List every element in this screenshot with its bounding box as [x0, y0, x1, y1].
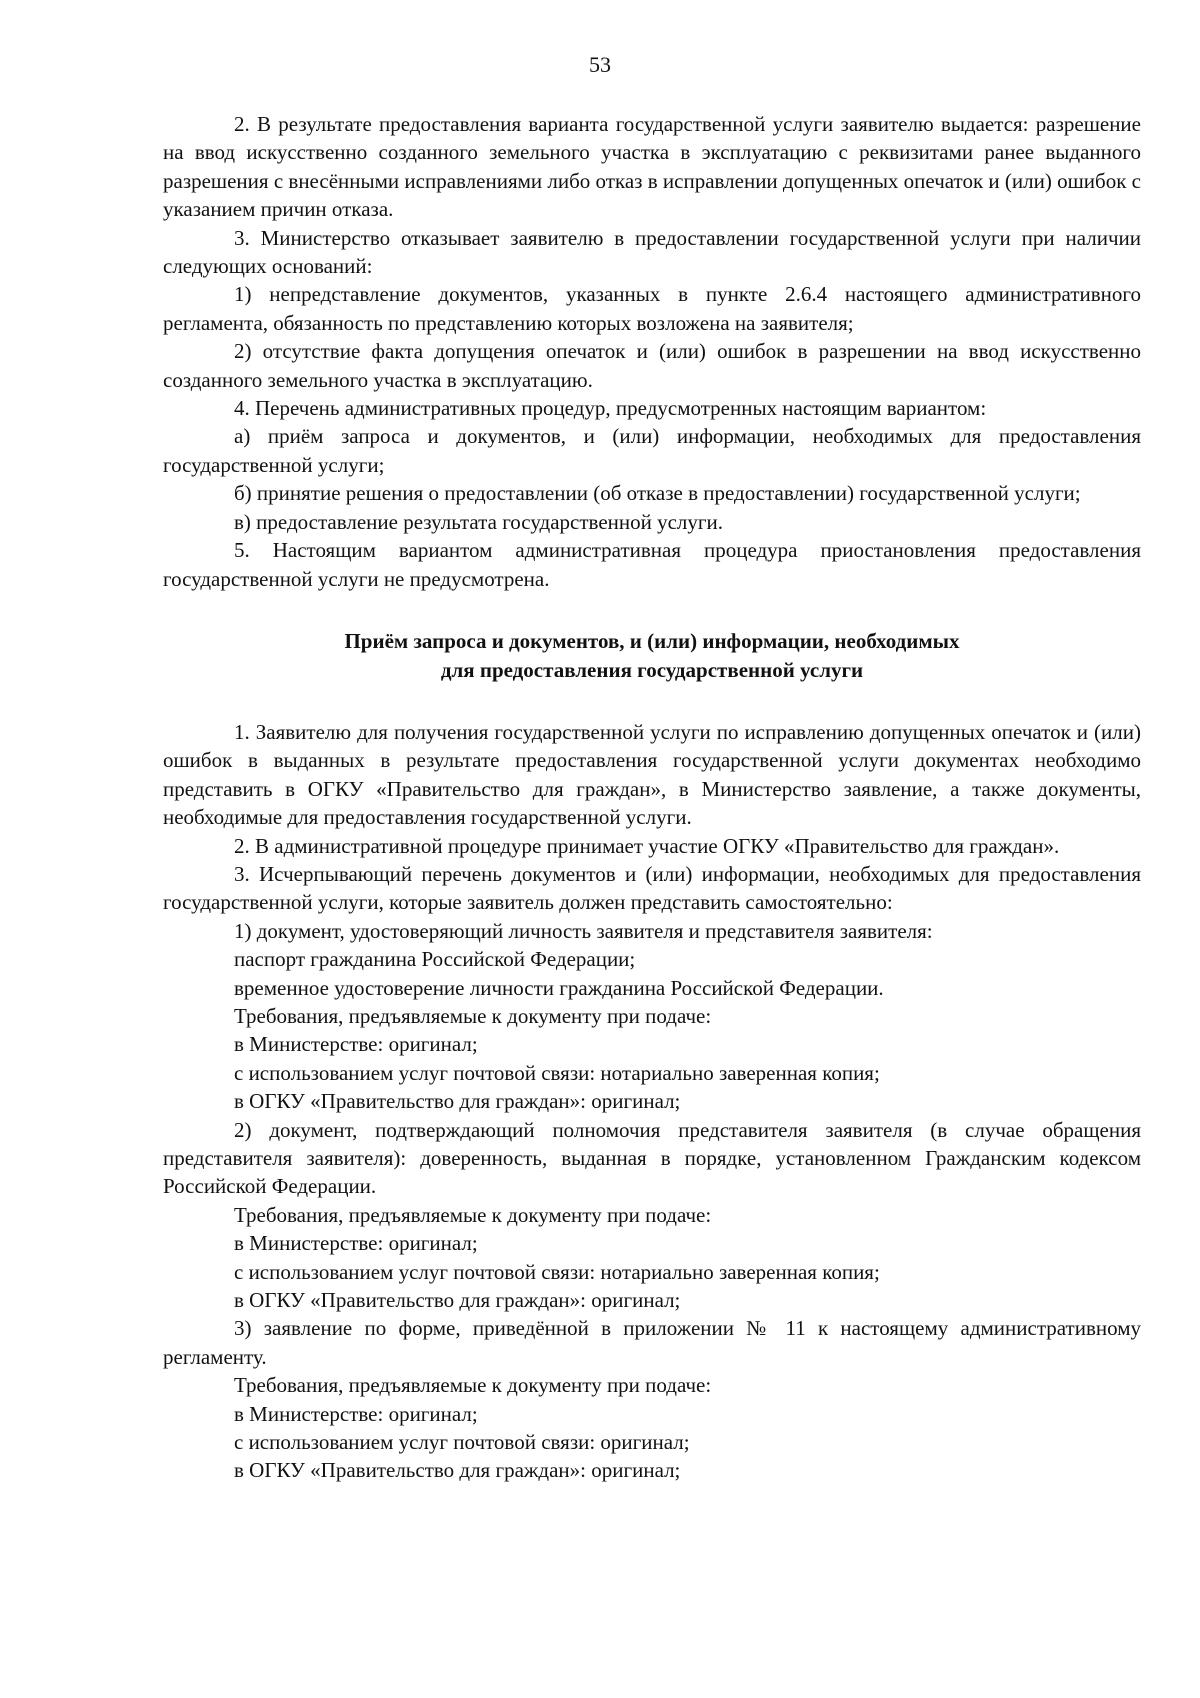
section-heading — [163, 627, 1141, 685]
list-item-passport: паспорт гражданина Российской Федерации; — [234, 947, 636, 972]
requirement-postal: с использованием услуг почтовой связи: нотариально заверенная копия; — [234, 1060, 880, 1085]
paragraph-application: 1. Заявителю для получения государственной услуги по исправлению допущенных опечаток и (или) ошибок в выданных в результате предоставления государственной услуги документах необходимо представить в ОГКУ «Правительство для граждан», в Министерство заявление, а также документы, необходимые для предоставления государственной услуги. — [163, 719, 1141, 830]
page-number: 53 — [589, 52, 611, 77]
paragraph-participation: 2. В административной процедуре принимает участие ОГКУ «Правительство для граждан». — [234, 833, 1060, 858]
list-item-procedure-a: а) приём запроса и документов, и (или) информации, необходимых для предоставления государственной услуги; — [163, 424, 1141, 477]
list-item-ground-2: 2) отсутствие факта допущения опечаток и (или) ошибок в разрешении на ввод искусственно созданного земельного участка в эксплуатацию. — [163, 339, 1141, 392]
list-item-procedure-c: в) предоставление результата государственной услуги. — [234, 509, 724, 534]
requirement-ministry: в Министерстве: оригинал; — [234, 1401, 478, 1426]
requirements-label: Требования, предъявляемые к документу при подаче: — [234, 1202, 712, 1227]
requirement-postal: с использованием услуг почтовой связи: нотариально заверенная копия; — [234, 1259, 880, 1284]
requirement-ogku: в ОГКУ «Правительство для граждан»: оригинал; — [234, 1458, 681, 1483]
requirement-ogku: в ОГКУ «Правительство для граждан»: оригинал; — [234, 1288, 681, 1313]
paragraph-document-list: 3. Исчерпывающий перечень документов и (или) информации, необходимых для предоставления государственной услуги, которые заявитель должен представить самостоятельно: — [163, 861, 1141, 915]
document-body — [163, 110, 1141, 1485]
list-item-ground-1: 1) непредставление документов, указанных в пункте 2.6.4 настоящего административного регламента, обязанность по представлению которых возложена на заявителя; — [163, 282, 1141, 335]
section-heading-line-2: для предоставления государственной услуги — [440, 657, 864, 682]
list-item-application-form: 3) заявление по форме, приведённой в приложении № 11 к настоящему административному регламенту. — [163, 1316, 1141, 1369]
paragraph-refusal-grounds: 3. Министерство отказывает заявителю в предоставлении государственной услуги при наличии следующих оснований: — [163, 225, 1141, 279]
paragraph-procedures: 4. Перечень административных процедур, предусмотренных настоящим вариантом: — [234, 396, 987, 421]
requirement-ogku: в ОГКУ «Правительство для граждан»: оригинал; — [234, 1089, 681, 1114]
list-item-identity-doc: 1) документ, удостоверяющий личность заявителя и представителя заявителя: — [234, 918, 933, 943]
list-item-procedure-b: б) принятие решения о предоставлении (об отказе в предоставлении) государственной услуги; — [234, 481, 1081, 506]
section-heading-line-1: Приём запроса и документов, и (или) информации, необходимых — [344, 628, 960, 653]
requirements-label: Требования, предъявляемые к документу при подаче: — [234, 1003, 712, 1028]
requirements-label: Требования, предъявляемые к документу при подаче: — [234, 1373, 712, 1398]
paragraph-result: 2. В результате предоставления варианта государственной услуги заявителю выдается: разрешение на ввод искусственно созданного земельного участка в эксплуатацию с реквизитами ранее выданного разрешения с внесёнными исправлениями либо отказ в исправлении допущенных опечаток и (или) ошибок с указанием причин отказа. — [163, 112, 1141, 222]
list-item-authority-doc: 2) документ, подтверждающий полномочия представителя заявителя (в случае обращения представителя заявителя): доверенность, выданная в порядке, установленном Гражданским кодексом Российской Федерации. — [163, 1117, 1141, 1199]
requirement-ministry: в Министерстве: оригинал; — [234, 1231, 478, 1256]
requirement-postal: с использованием услуг почтовой связи: оригинал; — [234, 1430, 690, 1455]
requirement-ministry: в Министерстве: оригинал; — [234, 1032, 478, 1057]
list-item-temporary-id: временное удостоверение личности гражданина Российской Федерации. — [234, 975, 884, 1000]
paragraph-suspension: 5. Настоящим вариантом административная процедура приостановления предоставления государственной услуги не предусмотрена. — [163, 538, 1141, 591]
